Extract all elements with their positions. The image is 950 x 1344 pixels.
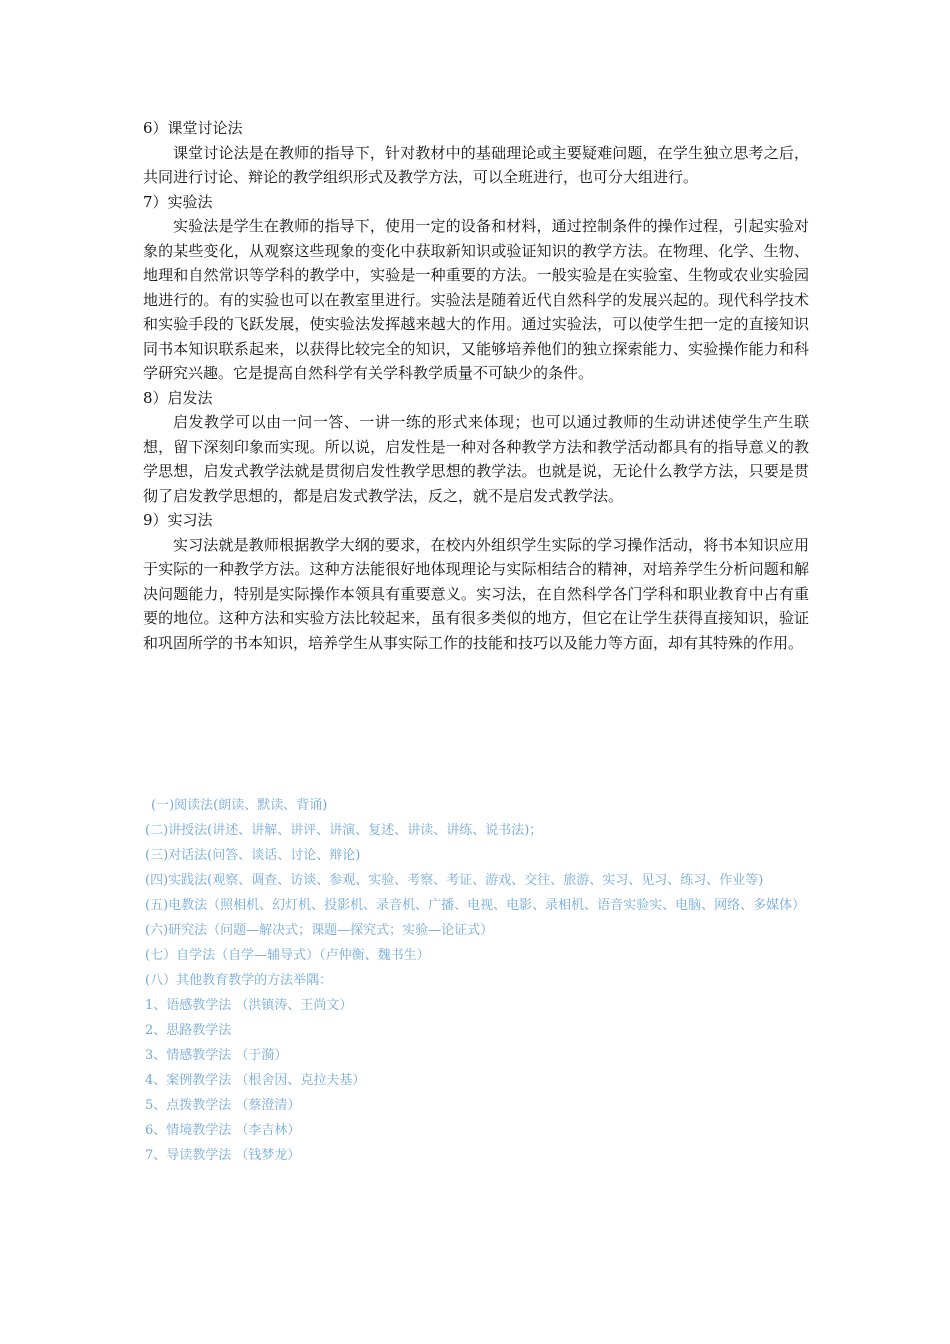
list-item: (七）自学法（自学—辅导式）（卢仲衡、魏书生） — [145, 948, 430, 963]
list-item: (一)阅读法(朗读、默读、背诵) — [151, 798, 328, 813]
section-heading-practice: 9）实习法 — [143, 511, 213, 529]
list-item: 7、导读教学法 （钱梦龙） — [145, 1148, 301, 1163]
teaching-methods-text — [143, 116, 809, 655]
list-item: (二)讲授法(讲述、讲解、讲评、讲演、复述、讲读、讲练、说书法)； — [145, 823, 543, 838]
list-item: 4、案例教学法 （根舍因、克拉夫基） — [145, 1073, 366, 1088]
list-item: (四)实践法(观察、调查、访谈、参观、实验、考察、考证、游戏、交往、旅游、实习、见习、练习、作业等) — [145, 873, 764, 888]
list-item: 2、思路教学法 — [145, 1023, 232, 1038]
list-item: 5、点拨教学法 （蔡澄清） — [145, 1098, 301, 1113]
list-item: 1、语感教学法 （洪镇涛、王尚文） — [145, 998, 353, 1013]
list-item: (八）其他教育教学的方法举隅： — [145, 973, 333, 988]
section-body-experiment: 实验法是学生在教师的指导下，使用一定的设备和材料，通过控制条件的操作过程，引起实验对象的某些变化，从观察这些现象的变化中获取新知识或验证知识的教学方法。在物理、化学、生物、地理和自然常识等学科的教学中，实验是一种重要的方法。一般实验是在实验室、生物或农业实验园地进行的。有的实验也可以在教室里进行。实验法是随着近代自然科学的发展兴起的。现代科学技术和实验手段的飞跃发展，使实验法发挥越来越大的作用。通过实验法，可以使学生把一定的直接知识同书本知识联系起来，以获得比较完全的知识，又能够培养他们的独立探索能力、实验操作能力和科学研究兴趣。它是提高自然科学有关学科教学质量不可缺少的条件。 — [143, 217, 809, 382]
section-body-practice: 实习法就是教师根据教学大纲的要求，在校内外组织学生实际的学习操作活动，将书本知识应用于实际的一种教学方法。这种方法能很好地体现理论与实际相结合的精神，对培养学生分析问题和解决问题能力，特别是实际操作本领具有重要意义。实习法，在自然科学各门学科和职业教育中占有重要的地位。这种方法和实验方法比较起来，虽有很多类似的地方，但它在让学生获得直接知识，验证和巩固所学的书本知识，培养学生从事实际工作的技能和技巧以及能力等方面，却有其特殊的作用。 — [143, 535, 809, 652]
section-heading-discussion: 6）课堂讨论法 — [143, 119, 243, 137]
section-heading-heuristic: 8）启发法 — [143, 388, 213, 407]
list-item: (六)研究法（问题—解决式；课题—探究式；实验—论证式） — [145, 923, 494, 938]
section-heading-experiment: 7）实验法 — [143, 192, 213, 211]
section-body-heuristic: 启发教学可以由一问一答、一讲一练的形式来体现；也可以通过教师的生动讲述使学生产生联想，留下深刻印象而实现。所以说，启发性是一种对各种教学方法和教学活动都具有的指导意义的教学思想，启发式教学法就是贯彻启发性教学思想的教学法。也就是说，无论什么教学方法，只要是贯彻了启发教学思想的，都是启发式教学法，反之，就不是启发式教学法。 — [143, 413, 809, 505]
list-item: 3、情感教学法 （于漪） — [145, 1048, 288, 1063]
method-list — [145, 793, 810, 1168]
list-item: (三)对话法(问答、谈话、讨论、辩论) — [145, 848, 361, 863]
list-item: 6、情境教学法 （李吉林） — [145, 1123, 301, 1138]
section-body-discussion: 课堂讨论法是在教师的指导下，针对教材中的基础理论或主要疑难问题，在学生独立思考之后，共同进行讨论、辩论的教学组织形式及教学方法，可以全班进行，也可分大组进行。 — [143, 143, 809, 186]
list-item: (五)电教法（照相机、幻灯机、投影机、录音机、广播、电视、电影、录相机、语音实验实、电脑、网络、多媒体） — [145, 898, 806, 913]
